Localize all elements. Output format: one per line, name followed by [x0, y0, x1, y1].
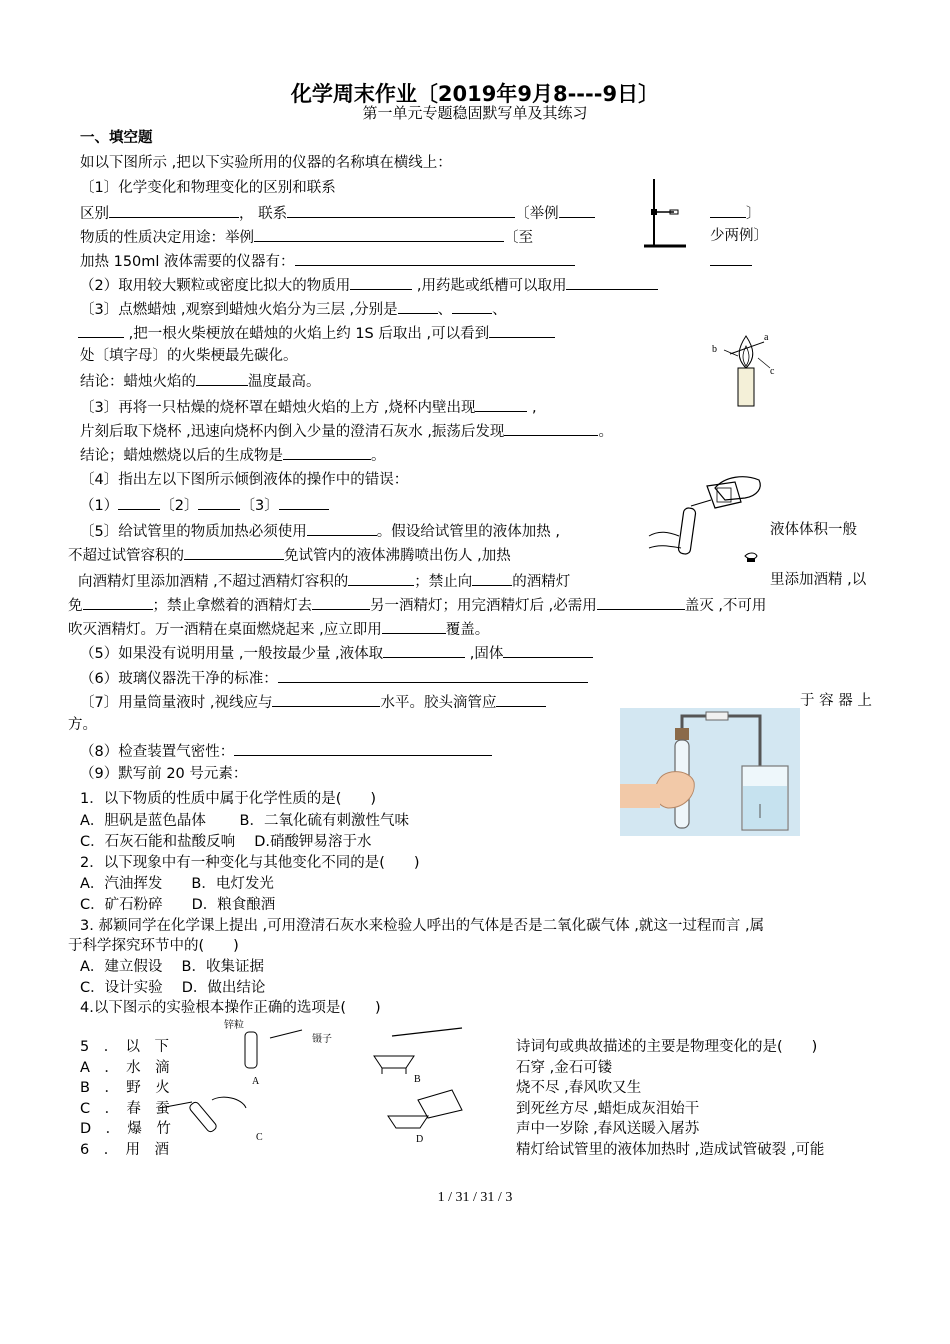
- q3-text: 片刻后取下烧杯 ,迅速向烧杯内倒入少量的澄清石灰水 ,振荡后发现: [80, 424, 505, 440]
- answer-blank[interactable]: [109, 202, 239, 218]
- q7-text: （6）玻璃仪器洗干净的标准：: [80, 671, 278, 687]
- answer-blank[interactable]: [452, 298, 492, 314]
- q5-text: 盖灭 ,不可用: [684, 598, 767, 614]
- lab-operations-figure: [152, 1016, 514, 1144]
- candle-label-c: c: [770, 366, 775, 377]
- answer-blank[interactable]: [83, 594, 153, 610]
- mc-q3-line2: 于科学探究环节中的( ): [68, 938, 239, 954]
- mc-q2-options-ab: A．汽油挥发 B．电灯发光: [80, 876, 274, 892]
- answer-blank[interactable]: [398, 298, 438, 314]
- answer-blank[interactable]: [383, 642, 465, 658]
- q5-text: 的酒精灯: [512, 574, 571, 590]
- mc-q5-A-right: 石穿 ,金石可镂: [516, 1060, 613, 1076]
- mc-q3-line1: 3. 郝颖同学在化学课上提出 ,可用澄清石灰水来检验人呼出的气体是否是二氧化碳气体 ,就这一过程而言 ,属: [80, 918, 765, 934]
- mc-q5-B-left: B ． 野 火: [80, 1080, 170, 1096]
- q6-text: （5）如果没有说明用量 ,一般按最少量 ,液体取: [80, 646, 384, 662]
- q1-line2: [80, 226, 533, 248]
- q5-text: 。假设给试管里的液体加热 ,: [376, 524, 560, 540]
- q6-text: ,固体: [465, 646, 504, 662]
- q3-text: 结论；蜡烛燃烧以后的生成物是: [80, 448, 283, 464]
- mc-q5-left: 5 ． 以 下: [80, 1039, 169, 1055]
- page-footer: 1 / 31 / 31 / 3: [437, 1190, 513, 1205]
- q5-text: 向酒精灯里添加酒精 ,不超过酒精灯容积的: [78, 574, 349, 590]
- iron-stand-figure: [640, 176, 690, 252]
- q3-text: 结论：蜡烛火焰的: [80, 374, 196, 390]
- answer-blank[interactable]: [496, 691, 546, 707]
- q9-text: （8）检查装置气密性：: [80, 744, 235, 760]
- answer-blank[interactable]: [295, 250, 575, 266]
- q1-line3-end: [710, 250, 752, 272]
- q1-heat-label: 加热 150ml 液体需要的仪器有：: [80, 254, 295, 270]
- mc-q1-options-ab: A．胆矾是蓝色晶体 B．二氧化硫有刺激性气味: [80, 813, 409, 829]
- q1-heading: 〔1〕化学变化和物理变化的区别和联系: [80, 180, 336, 196]
- q5-line1-end: 液体体积一般: [770, 522, 857, 538]
- answer-blank[interactable]: [350, 274, 412, 290]
- q6-line: [80, 642, 593, 664]
- q2-line: [80, 274, 658, 296]
- candle-label-b: b: [712, 344, 717, 355]
- q2-text-b: ,用药匙或纸槽可以取用: [412, 278, 567, 294]
- mc-q4: 4.以下图示的实验根本操作正确的选项是( ): [80, 1000, 381, 1016]
- answer-blank[interactable]: [504, 420, 598, 436]
- answer-blank[interactable]: [348, 570, 414, 586]
- q5-text: 不超过试管容积的: [68, 548, 184, 564]
- answer-blank[interactable]: [489, 322, 555, 338]
- q8-text: 〔7〕用量筒量液时 ,视线应与: [80, 695, 273, 711]
- q1-line1-end: [710, 202, 761, 224]
- mc-q1-options-cd: C．石灰石能和盐酸反响 D.硝酸钾易溶于水: [80, 834, 372, 850]
- q5-text: ；禁止拿燃着的酒精灯去: [152, 598, 312, 614]
- q8-line: [80, 691, 546, 713]
- q3-line7: [80, 444, 386, 466]
- q7-line: [80, 667, 588, 689]
- page-title: 化学周末作业〔2019年9月8----9日〕: [290, 82, 660, 106]
- q1-link-label: ， 联系: [239, 206, 288, 222]
- mc-q5-C-right: 到死丝方尽 ,蜡炬成灰泪始干: [516, 1101, 700, 1117]
- q3-text: 温度最高。: [248, 374, 321, 390]
- mc-q5-D-right: 声中一岁除 ,春风送暖入屠苏: [516, 1121, 700, 1137]
- answer-blank[interactable]: [118, 494, 160, 510]
- mc-q5-D-left: D ． 爆 竹: [80, 1121, 171, 1137]
- answer-blank[interactable]: [287, 202, 515, 218]
- mc-q5-B-right: 烧不尽 ,春风吹又生: [516, 1080, 642, 1096]
- q3-sep: 、: [437, 302, 453, 318]
- answer-blank[interactable]: [283, 444, 371, 460]
- fig-label-tweezers: 镊子: [312, 1034, 332, 1045]
- mc-q2: 2．以下现象中有一种变化与其他变化不同的是( ): [80, 855, 420, 871]
- mc-q5-C-left: C ． 春 蚕: [80, 1101, 170, 1117]
- mc-q5-right: 诗词句或典故描述的主要是物理变化的是( ): [516, 1039, 818, 1055]
- q4-line: [80, 494, 329, 516]
- answer-blank[interactable]: [382, 618, 446, 634]
- answer-blank[interactable]: [78, 322, 124, 338]
- answer-blank[interactable]: [307, 520, 377, 536]
- answer-blank[interactable]: [559, 202, 595, 218]
- q3-line6: [80, 420, 613, 442]
- section-heading: 一、填空题: [80, 130, 153, 146]
- mc-q2-options-cd: C．矿石粉碎 D．粮食酿酒: [80, 897, 276, 913]
- q5-line2: [68, 544, 511, 566]
- q1-bracket: 〕: [746, 206, 761, 222]
- q4-heading: 〔4〕指出左以下图所示倾倒液体的操作中的错误：: [80, 472, 409, 488]
- pouring-liquid-figure: [645, 466, 770, 576]
- q1-at-label: 〔至: [504, 230, 533, 246]
- q5-text: 覆盖。: [445, 622, 490, 638]
- mc-q1: 1．以下物质的性质中属于化学性质的是( ): [80, 791, 377, 807]
- q3-line2: [78, 322, 555, 344]
- q3-text: 〔3〕再将一只枯燥的烧杯罩在蜡烛火焰的上方 ,烧杯内壁出现: [80, 400, 476, 416]
- q10-line: （9）默写前 20 号元素：: [80, 766, 248, 782]
- page-subtitle: 第一单元专题稳固默写单及其练习: [362, 104, 588, 122]
- q5-line4: [68, 594, 766, 616]
- q1-line1: [80, 202, 595, 224]
- answer-blank[interactable]: [234, 740, 492, 756]
- answer-blank[interactable]: [198, 494, 240, 510]
- q3-line1: [80, 298, 507, 320]
- mc-q6-right: 精灯给试管里的液体加热时 ,造成试管破裂 ,可能: [516, 1142, 825, 1158]
- q3-line4: [80, 370, 321, 392]
- mc-q6-left: 6 ． 用 酒: [80, 1142, 169, 1158]
- q5-text: 〔5〕给试管里的物质加热必须使用: [80, 524, 307, 540]
- answer-blank[interactable]: [254, 226, 504, 242]
- q9-line: [80, 740, 492, 762]
- candle-label-a: a: [764, 332, 769, 343]
- answer-blank[interactable]: [279, 494, 329, 510]
- q5-line3-end: 里添加酒精 ,以: [770, 572, 867, 588]
- q1-example-label: 〔举例: [515, 206, 559, 222]
- q1-line2-end: 少两例〕: [710, 228, 768, 244]
- q5-line3: [78, 570, 570, 592]
- q4-part: 〔2〕: [160, 498, 199, 514]
- q5-line5: [68, 618, 489, 640]
- q4-part: 〔3〕: [240, 498, 279, 514]
- q5-line1: [80, 520, 560, 542]
- fig-label-top: 锌粒: [224, 1020, 244, 1031]
- answer-blank[interactable]: [184, 544, 284, 560]
- answer-blank[interactable]: [566, 274, 658, 290]
- q3-text: 。: [371, 448, 386, 464]
- answer-blank[interactable]: [710, 250, 752, 266]
- answer-blank[interactable]: [272, 691, 380, 707]
- fig-label-B: B: [414, 1074, 421, 1085]
- answer-blank[interactable]: [475, 396, 527, 412]
- fig-label-C: C: [256, 1132, 263, 1143]
- q1-diff-label: 区别: [80, 206, 109, 222]
- answer-blank[interactable]: [503, 642, 593, 658]
- q5-text: 免: [68, 598, 83, 614]
- mc-q3-options-cd: C．设计实验 D．做出结论: [80, 980, 266, 996]
- fig-label-D: D: [416, 1134, 424, 1144]
- q3-text: 。: [598, 424, 613, 440]
- answer-blank[interactable]: [278, 667, 588, 683]
- q3-line3: 处〔填字母〕的火柴梗最先碳化。: [80, 348, 298, 364]
- q3-sep: 、: [492, 302, 507, 318]
- q3-text: ,: [527, 400, 537, 416]
- answer-blank[interactable]: [312, 594, 370, 610]
- answer-blank[interactable]: [472, 570, 512, 586]
- q5-text: 免试管内的液体沸腾喷出伤人 ,加热: [284, 548, 511, 564]
- q3-text: 〔3〕点燃蜡烛 ,观察到蜡烛火焰分为三层 ,分别是: [80, 302, 398, 318]
- q4-part: （1）: [80, 498, 119, 514]
- intro-text: 如以下图所示 ,把以下实验所用的仪器的名称填在横线上：: [80, 155, 452, 171]
- q5-text: ；禁止向: [414, 574, 473, 590]
- answer-blank[interactable]: [710, 202, 746, 218]
- q8-line-end: 于 容 器 上: [800, 693, 872, 709]
- q3-line5: [80, 396, 537, 418]
- q5-text: 另一酒精灯；用完酒精灯后 ,必需用: [370, 598, 597, 614]
- q3-text: ,把一根火柴梗放在蜡烛的火焰上约 1S 后取出 ,可以看到: [124, 326, 490, 342]
- candle-flame-figure: [708, 330, 784, 410]
- answer-blank[interactable]: [597, 594, 685, 610]
- answer-blank[interactable]: [196, 370, 248, 386]
- q8-text: 水平。胶头滴管应: [380, 695, 497, 711]
- mc-q3-options-ab: A．建立假设 B．收集证据: [80, 959, 264, 975]
- q2-text: （2）取用较大颗粒或密度比拟大的物质用: [80, 278, 351, 294]
- fig-label-A: A: [252, 1076, 260, 1087]
- q1-line3: [80, 250, 575, 272]
- airtightness-check-figure: [620, 708, 800, 836]
- q1-use-label: 物质的性质决定用途：举例: [80, 230, 254, 246]
- q5-text: 吹灭酒精灯。万一酒精在桌面燃烧起来 ,应立即用: [68, 622, 382, 638]
- mc-q5-A-left: A ． 水 滴: [80, 1060, 170, 1076]
- q8-line2: 方。: [68, 717, 97, 733]
